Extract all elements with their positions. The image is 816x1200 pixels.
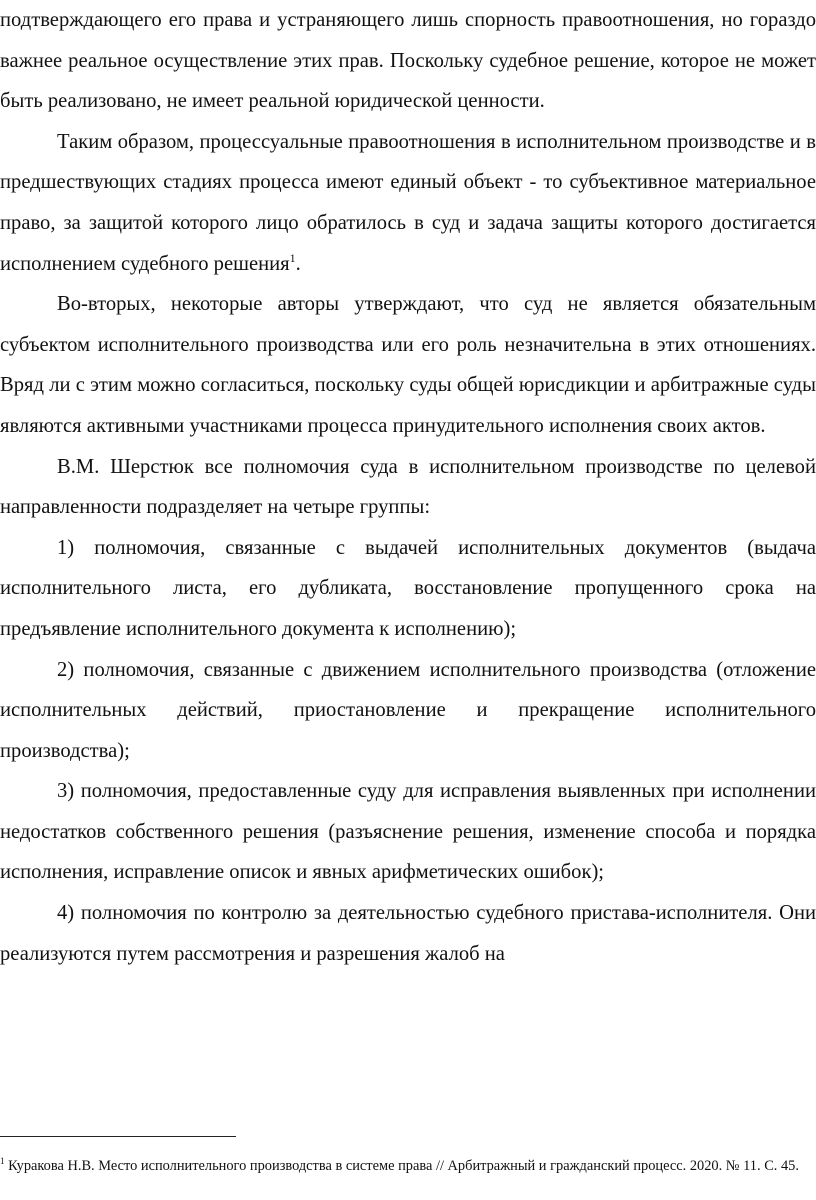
footnote-marker: 1 [0,1156,5,1167]
list-item-3: 3) полномочия, предоставленные суду для исправления выявленных при исполнении недостатков собственного решения (разъяснение решения, изменение способа и порядка исполнения, исправление описок и явных арифметических ошибок); [0,780,816,884]
list-item-4: 4) полномочия по контролю за деятельностью судебного пристава-исполнителя. Они реализуются путем рассмотрения и разрешения жалоб на [0,902,816,965]
paragraph-1: подтверждающего его права и устраняющего лишь спорность правоотношения, но гораздо важнее реальное осуществление этих прав. Поскольку судебное решение, которое не может быть реализовано, не имеет реальной юридической ценности. [0,9,816,113]
list-item-2: 2) полномочия, связанные с движением исполнительного производства (отложение исполнительных действий, приостановление и прекращение исполнительного производства); [0,658,816,762]
footnote-separator [0,1136,236,1137]
list-item-1: 1) полномочия, связанные с выдачей исполнительных документов (выдача исполнительного листа, его дубликата, восстановление пропущенного срока на предъявление исполнительного документа к исполнению); [0,536,816,640]
paragraph-3: Во-вторых, некоторые авторы утверждают, что суд не является обязательным субъектом исполнительного производства или его роль незначительна в этих отношениях. Вряд ли с этим можно согласиться, поскольку суды общей юрисдикции и арбитражные суды являются активными участниками процесса принудительного исполнения своих актов. [0,293,816,437]
paragraph-2: Таким образом, процессуальные правоотношения в исполнительном производстве и в предшествующих стадиях процесса имеют единый объект - то субъективное материальное право, за защитой которого лицо обратилось в суд и задача защиты которого достигается исполнением судебного решения$^1$. [0,130,816,275]
footnote [0,1156,816,1176]
paragraph-4: В.М. Шерстюк все полномочия суда в исполнительном производстве по целевой направленности подразделяет на четыре группы: [0,455,816,519]
footnote-text: Куракова Н.В. Место исполнительного производства в системе права // Арбитражный и гражданский процесс. 2020. № 11. С. 45. [8,1158,799,1174]
footnote-ref[interactable]: 1 [289,250,296,265]
